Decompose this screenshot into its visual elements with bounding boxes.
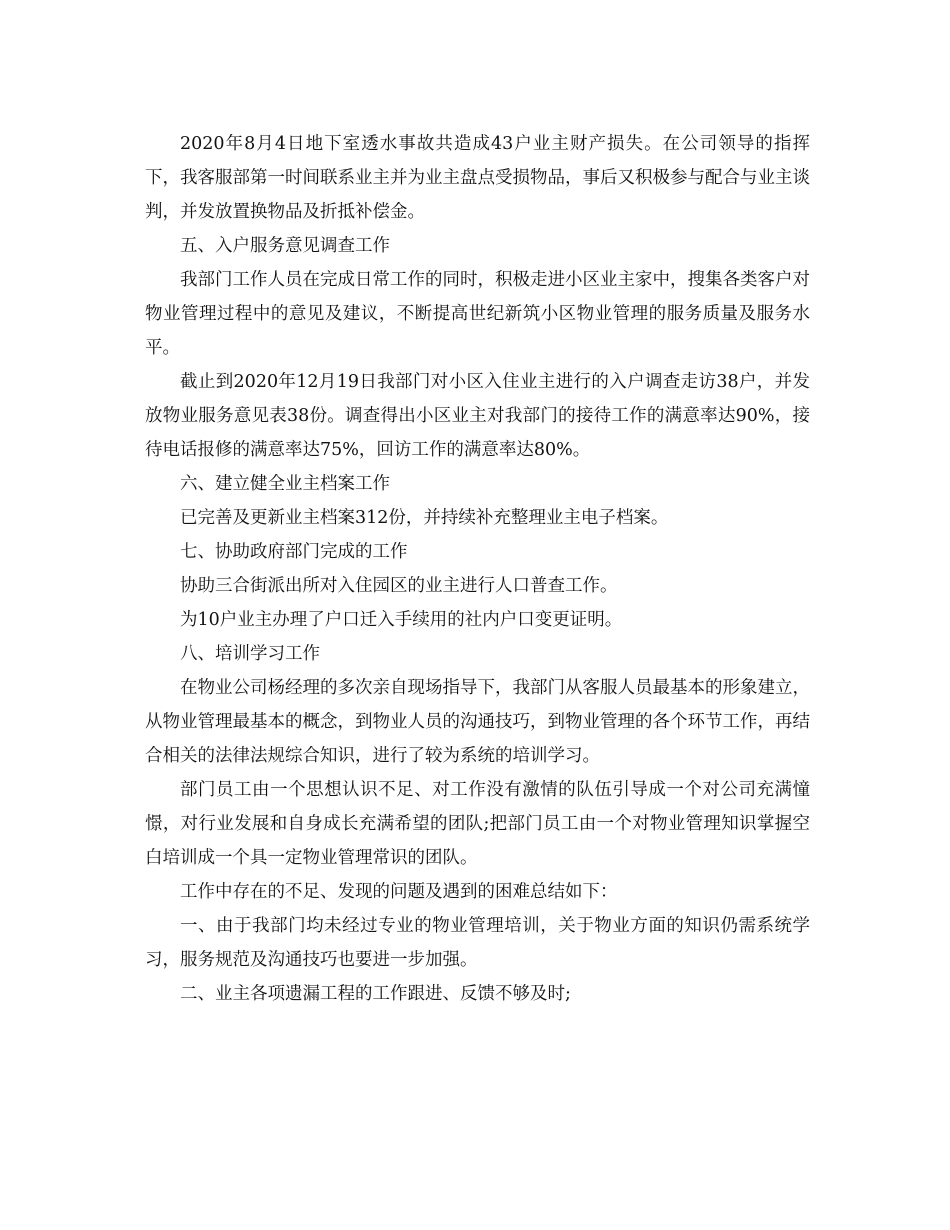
heading-section-6: 六、建立健全业主档案工作 bbox=[180, 474, 390, 494]
paragraph-problem-2: 二、业主各项遗漏工程的工作跟进、反馈不够及时; bbox=[180, 984, 571, 1004]
paragraph-problems-intro: 工作中存在的不足、发现的问题及遇到的困难总结如下： bbox=[180, 882, 618, 902]
paragraph-owner-archives: 已完善及更新业主档案312份，并持续补充整理业主电子档案。 bbox=[180, 508, 669, 528]
heading-section-5: 五、入户服务意见调查工作 bbox=[180, 236, 390, 256]
heading-section-8: 八、培训学习工作 bbox=[180, 644, 320, 664]
paragraph-census-assist: 协助三合街派出所对入住园区的业主进行人口普查工作。 bbox=[180, 576, 618, 596]
paragraph-survey-results: 截止到2020年12月19日我部门对小区入住业主进行的入户调查走访38户，并发放物业服务意见表38份。调查得出小区业主对我部门的接待工作的满意率达90%，接待电话报修的满意率达75%，回访工作的满意率达80%。 bbox=[145, 372, 810, 460]
paragraph-household-certificates: 为10户业主办理了户口迁入手续用的社内户口变更证明。 bbox=[180, 610, 623, 630]
paragraph-team-growth: 部门员工由一个思想认识不足、对工作没有激情的队伍引导成一个对公司充满憧憬，对行业发展和自身成长充满希望的团队;把部门员工由一个对物业管理知识掌握空白培训成一个具一定物业管理常识的团队。 bbox=[145, 780, 810, 868]
document-body bbox=[145, 127, 810, 1011]
paragraph-training-details: 在物业公司杨经理的多次亲自现场指导下，我部门从客服人员最基本的形象建立，从物业管理最基本的概念，到物业人员的沟通技巧，到物业管理的各个环节工作，再结合相关的法律法规综合知识，进行了较为系统的培训学习。 bbox=[145, 678, 810, 766]
heading-section-7: 七、协助政府部门完成的工作 bbox=[180, 542, 408, 562]
paragraph-survey-intro: 我部门工作人员在完成日常工作的同时，积极走进小区业主家中，搜集各类客户对物业管理过程中的意见及建议，不断提高世纪新筑小区物业管理的服务质量及服务水平。 bbox=[145, 270, 810, 358]
paragraph-problem-1: 一、由于我部门均未经过专业的物业管理培训，关于物业方面的知识仍需系统学习，服务规范及沟通技巧也要进一步加强。 bbox=[145, 916, 810, 970]
paragraph-water-leak-incident: 2020年8月4日地下室透水事故共造成43户业主财产损失。在公司领导的指挥下，我客服部第一时间联系业主并为业主盘点受损物品，事后又积极参与配合与业主谈判，并发放置换物品及折抵补偿金。 bbox=[145, 134, 810, 222]
